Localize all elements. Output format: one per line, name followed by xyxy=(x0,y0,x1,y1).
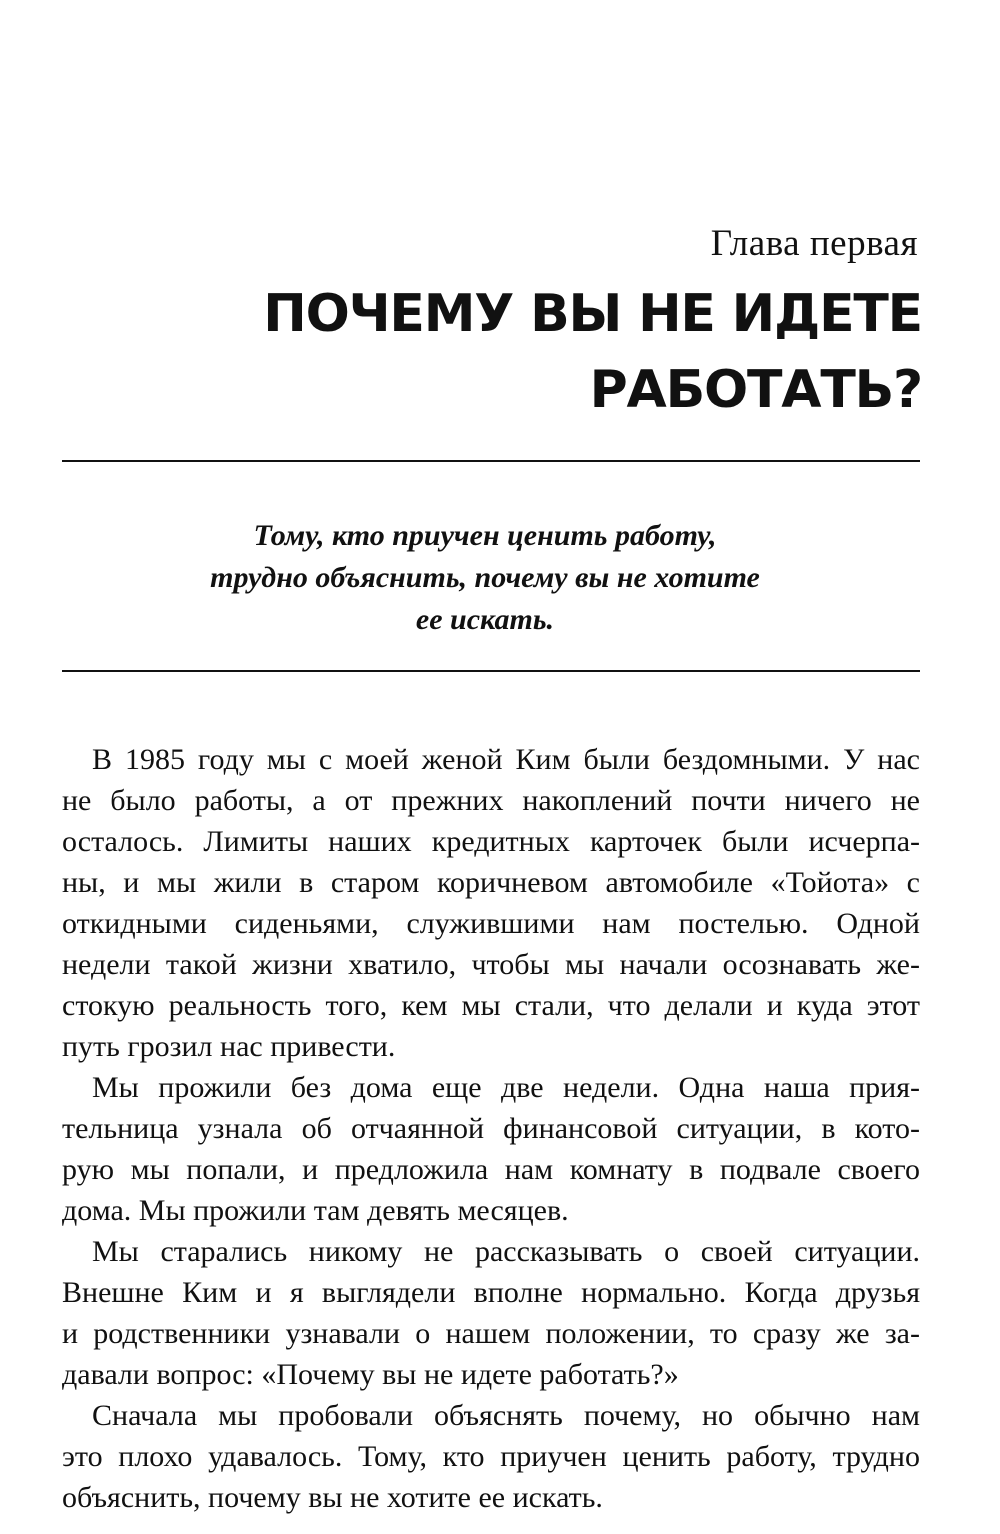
chapter-title-line: ПОЧЕМУ ВЫ НЕ ИДЕТЕ xyxy=(263,284,922,344)
text-line: объяснить, почему вы не хотите ее искать. xyxy=(62,1481,603,1514)
text-line: тельница узнала об отчаянной финансовой ситуации, в кото- xyxy=(62,1112,920,1145)
paragraph xyxy=(62,1067,920,1231)
text-line: откидными сиденьями, служившими нам постелью. Одной xyxy=(62,907,920,940)
text-line: осталось. Лимиты наших кредитных карточек были исчерпа- xyxy=(62,825,920,858)
top-divider xyxy=(62,460,920,462)
paragraph xyxy=(62,1231,920,1395)
bottom-divider xyxy=(62,670,920,672)
chapter-label: Глава первая xyxy=(710,223,918,264)
text-line: Внешне Ким и я выглядели вполне нормально. Когда друзья xyxy=(62,1276,920,1309)
text-line: ны, и мы жили в старом коричневом автомобиле «Тойота» с xyxy=(62,866,920,899)
text-line: дома. Мы прожили там девять месяцев. xyxy=(62,1194,569,1227)
text-line: Сначала мы пробовали объяснять почему, но обычно нам xyxy=(92,1399,920,1432)
text-line: недели такой жизни хватило, чтобы мы начали осознавать же- xyxy=(62,948,920,981)
chapter-title xyxy=(62,276,922,428)
epigraph xyxy=(80,515,890,641)
text-line: стокую реальность того, кем мы стали, что делали и куда этот xyxy=(62,989,920,1022)
paragraph xyxy=(62,739,920,1067)
text-line: Мы старались никому не рассказывать о своей ситуации. xyxy=(92,1235,920,1268)
chapter-title-line: РАБОТАТЬ? xyxy=(589,360,922,420)
text-line: и родственники узнавали о нашем положении, то сразу же за- xyxy=(62,1317,920,1350)
epigraph-line: Тому, кто приучен ценить работу, xyxy=(253,519,717,552)
body-text xyxy=(62,739,920,1518)
epigraph-line: трудно объяснить, почему вы не хотите xyxy=(210,561,760,594)
text-line: путь грозил нас привести. xyxy=(62,1030,396,1063)
text-line: это плохо удавалось. Тому, кто приучен ценить работу, трудно xyxy=(62,1440,920,1473)
epigraph-line: ее искать. xyxy=(415,603,555,636)
text-line: В 1985 году мы с моей женой Ким были бездомными. У нас xyxy=(92,743,920,776)
text-line: не было работы, а от прежних накоплений почти ничего не xyxy=(62,784,920,817)
paragraph xyxy=(62,1395,920,1518)
text-line: давали вопрос: «Почему вы не идете работать?» xyxy=(62,1358,679,1391)
text-line: Мы прожили без дома еще две недели. Одна наша прия- xyxy=(92,1071,920,1104)
text-line: рую мы попали, и предложила нам комнату в подвале своего xyxy=(62,1153,920,1186)
